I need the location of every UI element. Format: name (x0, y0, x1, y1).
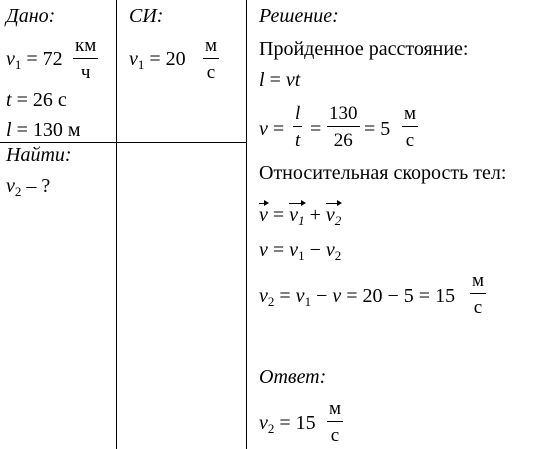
solution-distance-heading: Пройденное расстояние: (259, 38, 469, 60)
solution-formula-l-vt: l = vt (259, 69, 301, 91)
given-l: l = 130 м (6, 119, 81, 141)
solution-calc-unit: м с (404, 103, 417, 151)
header-si: СИ: (129, 5, 164, 27)
solution-vector-equation: $v = v_1 + v_2$ (259, 204, 342, 228)
header-answer: Ответ: (259, 366, 327, 388)
header-solution: Решение: (259, 5, 339, 27)
solution-calc-eq2: = (310, 118, 322, 140)
solution-calc-frac-values: $\frac{130}{26}$ (329, 103, 358, 151)
solution-relative-heading: Относительная скорость тел: (259, 162, 507, 184)
solution-final-equation: $v_2 = v_1 - v = 20 - 5 = 15$ (259, 285, 456, 309)
si-v1: $v_1 = 20$ (129, 48, 186, 72)
solution-calc-frac-lt: $\frac{l}{t}$ (295, 103, 301, 151)
answer-unit: м с (329, 398, 342, 446)
header-given: Дано: (6, 5, 56, 27)
column-divider-given (116, 0, 117, 449)
header-find: Найти: (6, 144, 72, 166)
solution-scalar-equation: $v = v_1 - v_2$ (259, 239, 342, 263)
column-divider-si (246, 0, 247, 449)
solution-calc-v: v = (259, 118, 285, 140)
row-divider-find (0, 142, 246, 143)
solution-final-unit: м с (472, 270, 485, 318)
given-t: t = 26 с (6, 89, 67, 111)
given-v1-unit: км ч (75, 35, 97, 83)
given-v1: $v_1 = 72$ (6, 48, 63, 72)
si-v1-unit: м с (205, 35, 218, 83)
answer-v2: $v_2 = 15$ (259, 412, 316, 436)
solution-calc-result: = 5 (364, 118, 391, 140)
find-v2: $v_2$ – ? (6, 175, 51, 199)
